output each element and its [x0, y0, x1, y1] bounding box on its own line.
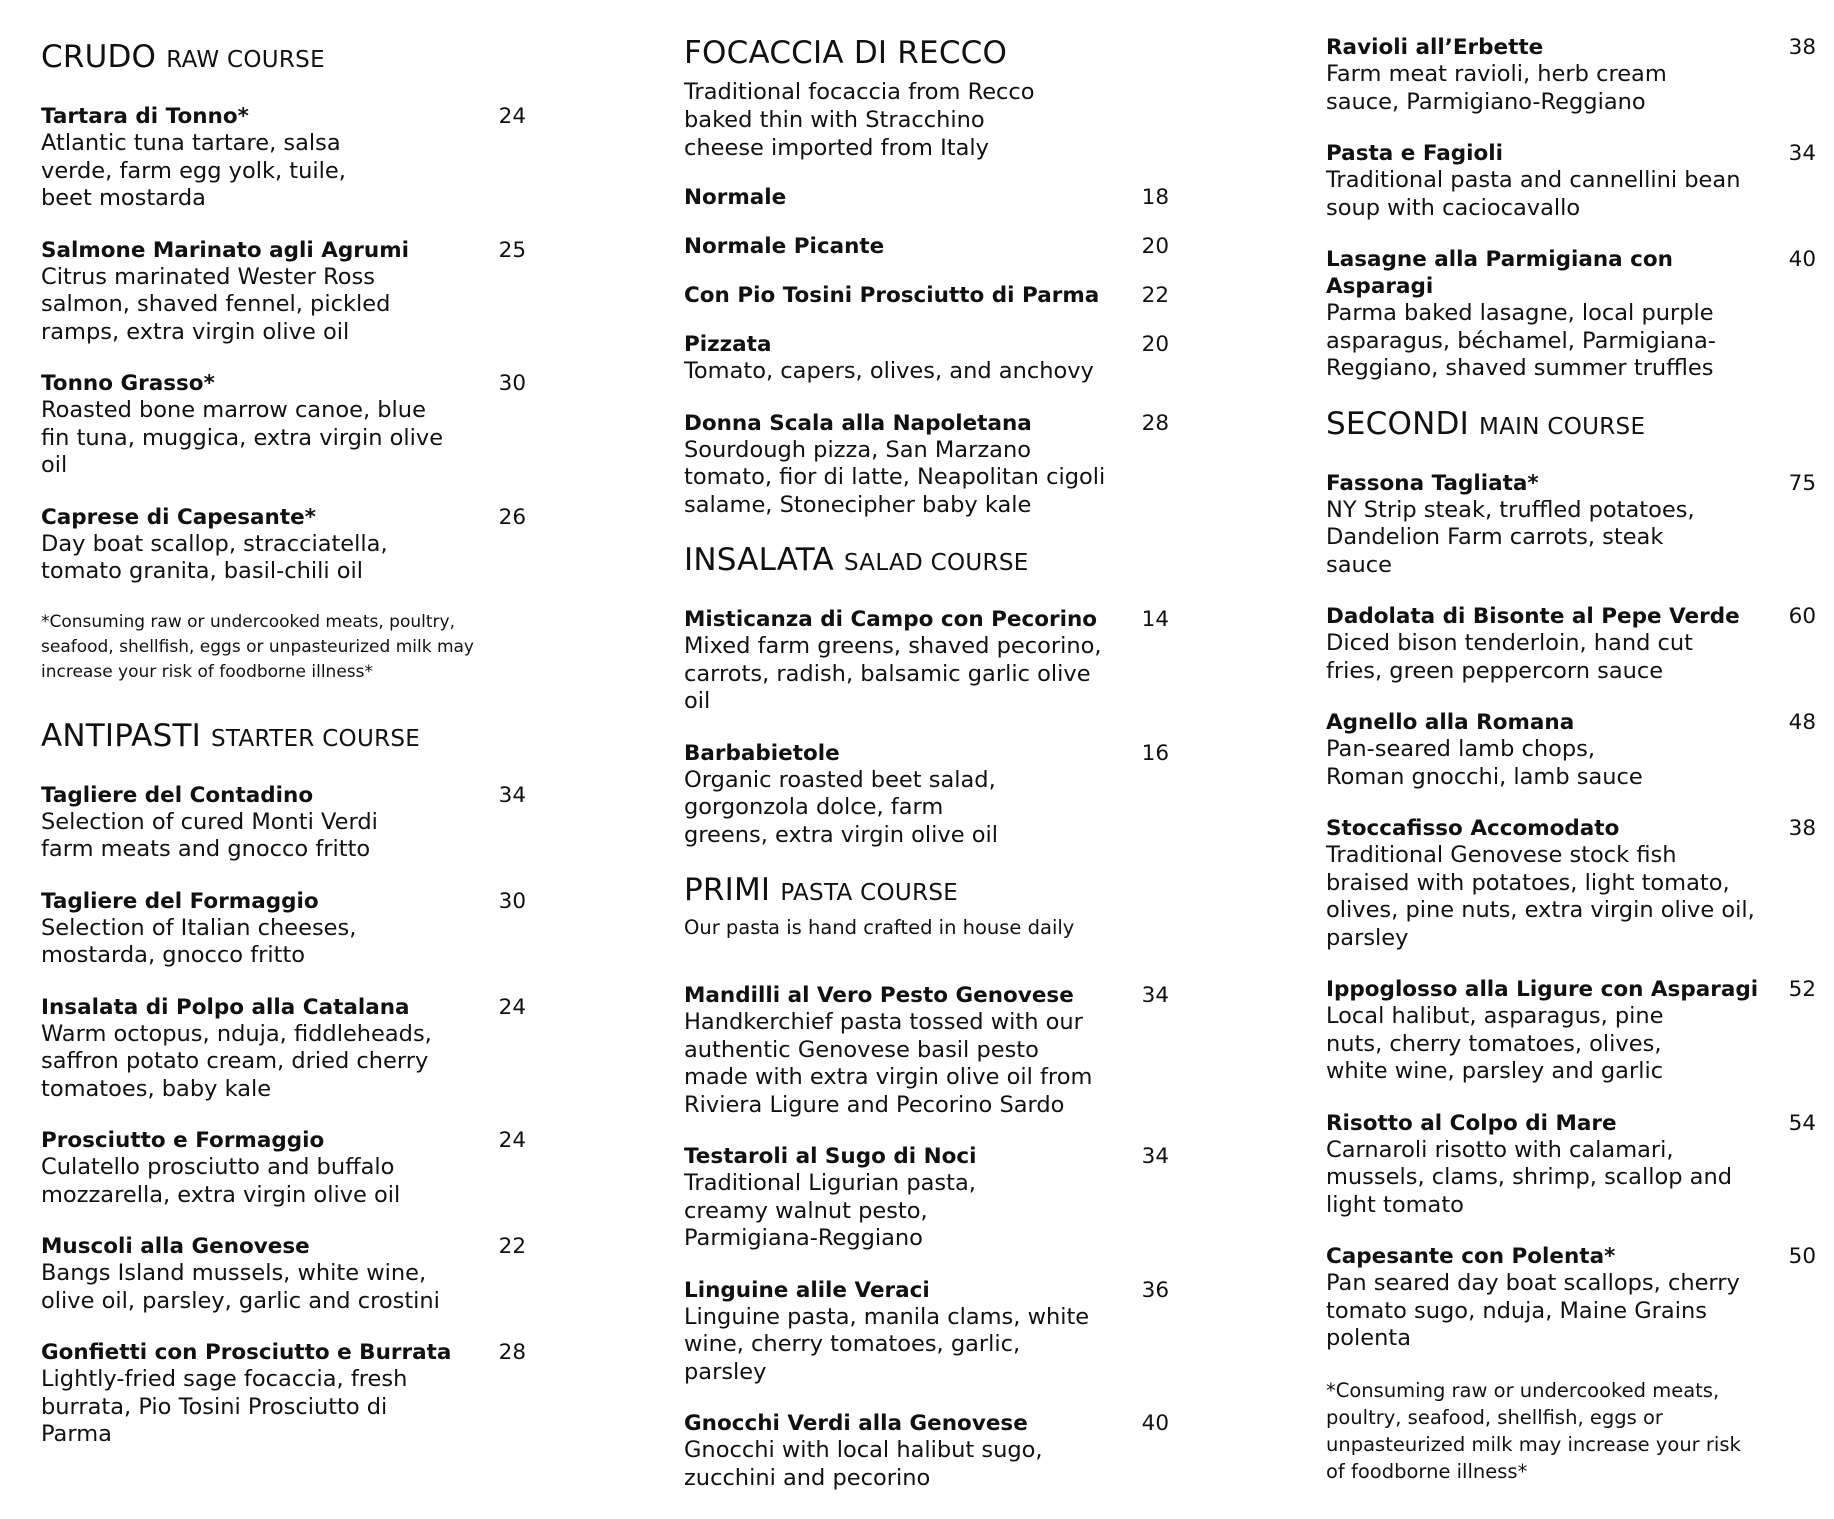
item-price: 34 — [1788, 141, 1816, 166]
allergen-note: *Consuming raw or undercooked meats, poultry, seafood, shellfish, eggs or unpasteurized milk may increase your risk of foodborne illness* — [41, 611, 474, 682]
menu-column-3 — [1326, 34, 1816, 1519]
menu-item — [1326, 140, 1816, 222]
menu-item — [41, 782, 526, 864]
item-name: Tagliere del Formaggio — [41, 888, 319, 914]
item-description: Traditional Genovese stock fish braised with potatoes, light tomato, olives, pine nuts, extra virgin olive oil, parsley — [1326, 842, 1755, 951]
item-name: Misticanza di Campo con Pecorino — [684, 607, 1098, 632]
item-name: Caprese di Capesante* — [41, 504, 316, 530]
item-price: 16 — [1141, 740, 1169, 766]
item-price: 48 — [1788, 710, 1816, 735]
item-price: 25 — [498, 237, 526, 263]
menu-item — [1326, 246, 1816, 383]
item-price: 14 — [1141, 607, 1169, 632]
item-name: Fassona Tagliata* — [1326, 470, 1539, 496]
menu-item — [684, 1277, 1169, 1387]
menu-item — [41, 1339, 526, 1449]
item-price: 24 — [498, 994, 526, 1020]
item-description: Selection of cured Monti Verdi farm meats and gnocco fritto — [41, 808, 378, 862]
item-price: 22 — [498, 1234, 526, 1259]
item-name: Gonfietti con Prosciutto e Burrata — [41, 1340, 452, 1365]
section-subtitle: SALAD COURSE — [843, 550, 1029, 576]
item-price: 30 — [498, 371, 526, 396]
item-price: 34 — [1141, 1144, 1169, 1169]
item-name: Pasta e Fagioli — [1326, 141, 1504, 166]
item-description: Mixed farm greens, shaved pecorino, carrots, radish, balsamic garlic olive oil — [684, 633, 1102, 714]
item-name: Barbabietole — [684, 740, 840, 766]
item-name: Con Pio Tosini Prosciutto di Parma — [684, 283, 1100, 308]
menu-item — [41, 504, 526, 586]
item-description: Carnaroli risotto with calamari, mussels, clams, shrimp, scallop and light tomato — [1326, 1136, 1732, 1218]
item-name: Dadolata di Bisonte al Pepe Verde — [1326, 604, 1740, 629]
item-name: Mandilli al Vero Pesto Genovese — [684, 983, 1074, 1008]
menu-item — [684, 410, 1169, 520]
menu-item — [1326, 34, 1816, 116]
section-title-crudo — [41, 40, 526, 77]
item-description: Atlantic tuna tartare, salsa verde, farm egg yolk, tuile, beet mostarda — [41, 130, 346, 211]
item-description: Organic roasted beet salad, gorgonzola dolce, farm greens, extra virgin olive oil — [684, 766, 999, 848]
item-price: 34 — [498, 782, 526, 808]
section-title-primi — [684, 873, 1169, 910]
item-price: 26 — [498, 504, 526, 530]
menu-item — [41, 1233, 526, 1315]
item-name: Tonno Grasso* — [41, 371, 215, 396]
item-name: Muscoli alla Genovese — [41, 1234, 310, 1259]
item-description: Day boat scallop, stracciatella, tomato granita, basil-chili oil — [41, 530, 388, 584]
item-description: Tomato, capers, olives, and anchovy — [684, 358, 1094, 384]
section-title-focaccia — [684, 36, 1169, 70]
menu-item — [41, 237, 526, 347]
item-price: 20 — [1141, 234, 1169, 259]
section-title-insalata — [684, 543, 1169, 580]
item-name: Insalata di Polpo alla Catalana — [41, 994, 410, 1020]
menu-item — [1326, 470, 1816, 580]
menu-item — [1326, 1110, 1816, 1220]
item-name: Pizzata — [684, 332, 772, 357]
item-description: Bangs Island mussels, white wine, olive oil, parsley, garlic and crostini — [41, 1260, 440, 1314]
item-name: Tagliere del Contadino — [41, 782, 314, 808]
menu-item — [684, 606, 1169, 716]
item-description: Traditional pasta and cannellini bean soup with caciocavallo — [1326, 167, 1741, 221]
item-price: 20 — [1141, 332, 1169, 357]
section-title-main: ANTIPASTI — [41, 717, 201, 754]
section-title-main: FOCACCIA DI RECCO — [684, 35, 1008, 71]
item-price: 40 — [1788, 247, 1816, 272]
item-name: Tartara di Tonno* — [41, 104, 249, 129]
item-name: Risotto al Colpo di Mare — [1326, 1110, 1617, 1136]
item-name: Gnocchi Verdi alla Genovese — [684, 1411, 1028, 1436]
item-description: NY Strip steak, truffled potatoes, Dandelion Farm carrots, steak sauce — [1326, 496, 1695, 578]
item-description: Farm meat ravioli, herb cream sauce, Parmigiano-Reggiano — [1326, 61, 1667, 115]
menu-item — [684, 740, 1169, 850]
item-price: 75 — [1788, 470, 1816, 496]
item-name: Salmone Marinato agli Agrumi — [41, 237, 409, 263]
item-name: Agnello alla Romana — [1326, 710, 1575, 735]
item-description: Gnocchi with local halibut sugo, zucchini and pecorino — [684, 1437, 1043, 1491]
item-description: Diced bison tenderloin, hand cut fries, green peppercorn sauce — [1326, 630, 1693, 684]
section-title-main: CRUDO — [41, 39, 157, 75]
menu-item — [1326, 1243, 1816, 1353]
item-description: Traditional Ligurian pasta, creamy walnut pesto, Parmigiana-Reggiano — [684, 1170, 976, 1251]
menu-item — [41, 888, 526, 970]
section-subtitle: MAIN COURSE — [1478, 413, 1646, 440]
item-name: Ravioli all’Erbette — [1326, 35, 1544, 60]
item-name: Stoccafisso Accomodato — [1326, 816, 1620, 841]
menu-item — [41, 370, 526, 480]
menu-item — [684, 982, 1169, 1119]
item-name: Capesante con Polenta* — [1326, 1244, 1616, 1269]
section-title-antipasti — [41, 719, 526, 756]
menu-item — [1326, 709, 1816, 791]
allergen-note: *Consuming raw or undercooked meats, poultry, seafood, shellfish, eggs or unpasteurized milk may increase your risk of foodborne illness* — [1326, 1378, 1741, 1483]
section-subtitle: STARTER COURSE — [211, 725, 421, 752]
item-description: Local halibut, asparagus, pine nuts, cherry tomatoes, olives, white wine, parsley and garlic — [1326, 1003, 1664, 1084]
item-price: 28 — [498, 1340, 526, 1365]
menu-item — [684, 282, 1169, 309]
item-name: Donna Scala alla Napoletana — [684, 410, 1032, 436]
menu-column-2 — [684, 36, 1169, 1516]
item-price: 38 — [1788, 816, 1816, 841]
section-title-main: SECONDI — [1326, 405, 1469, 442]
item-name: Linguine alile Veraci — [684, 1277, 930, 1303]
item-price: 24 — [498, 104, 526, 129]
item-name: Lasagne alla Parmigiana con Asparagi — [1326, 247, 1673, 299]
item-price: 52 — [1788, 977, 1816, 1002]
item-description: Linguine pasta, manila clams, white wine, cherry tomatoes, garlic, parsley — [684, 1303, 1090, 1385]
menu-item — [41, 103, 526, 213]
section-title-secondi — [1326, 407, 1816, 444]
item-description: Selection of Italian cheeses, mostarda, gnocco fritto — [41, 914, 357, 968]
item-description: Pan seared day boat scallops, cherry tomato sugo, nduja, Maine Grains polenta — [1326, 1270, 1740, 1351]
item-description: Warm octopus, nduja, fiddleheads, saffron potato cream, dried cherry tomatoes, baby kale — [41, 1020, 432, 1102]
item-price: 28 — [1141, 410, 1169, 436]
menu-item — [684, 233, 1169, 260]
item-name: Ippoglosso alla Ligure con Asparagi — [1326, 977, 1759, 1002]
item-description: Culatello prosciutto and buffalo mozzarella, extra virgin olive oil — [41, 1154, 401, 1208]
section-subtitle: RAW COURSE — [166, 47, 325, 73]
menu-item — [41, 994, 526, 1104]
section-description: Traditional focaccia from Recco baked thin with Stracchino cheese imported from Italy — [684, 79, 1035, 161]
menu-item — [1326, 815, 1816, 952]
item-description: Sourdough pizza, San Marzano tomato, fior di latte, Neapolitan cigoli salame, Stonecipher baby kale — [684, 436, 1106, 518]
section-title-main: INSALATA — [684, 542, 834, 578]
item-name: Prosciutto e Formaggio — [41, 1128, 325, 1153]
item-name: Normale — [684, 185, 787, 210]
item-price: 22 — [1141, 283, 1169, 308]
item-price: 24 — [498, 1128, 526, 1153]
menu-item — [41, 1127, 526, 1209]
item-description: Roasted bone marrow canoe, blue fin tuna, muggica, extra virgin olive oil — [41, 397, 444, 478]
item-price: 60 — [1788, 604, 1816, 629]
section-subtitle: PASTA COURSE — [780, 880, 959, 906]
item-name: Testaroli al Sugo di Noci — [684, 1144, 977, 1169]
menu-item — [1326, 603, 1816, 685]
section-title-main: PRIMI — [684, 872, 771, 908]
menu-item — [684, 184, 1169, 211]
item-price: 40 — [1141, 1411, 1169, 1436]
item-description: Parma baked lasagne, local purple asparagus, béchamel, Parmigiana-Reggiano, shaved summer truffles — [1326, 300, 1716, 381]
section-description: Our pasta is hand crafted in house daily — [684, 916, 1075, 939]
item-price: 50 — [1788, 1244, 1816, 1269]
menu-item — [684, 1410, 1169, 1492]
menu-column-1 — [41, 40, 526, 1473]
item-price: 54 — [1788, 1110, 1816, 1136]
item-price: 30 — [498, 888, 526, 914]
item-price: 18 — [1141, 185, 1169, 210]
menu-item — [684, 331, 1169, 386]
item-description: Lightly-fried sage focaccia, fresh burrata, Pio Tosini Prosciutto di Parma — [41, 1366, 408, 1447]
item-description: Pan-seared lamb chops, Roman gnocchi, lamb sauce — [1326, 736, 1643, 790]
menu-item — [1326, 976, 1816, 1086]
item-description: Handkerchief pasta tossed with our authentic Genovese basil pesto made with extra virgin olive oil from Riviera Ligure and Pecorino Sardo — [684, 1009, 1093, 1118]
menu-item — [684, 1143, 1169, 1253]
item-price: 34 — [1141, 983, 1169, 1008]
item-price: 38 — [1788, 35, 1816, 60]
item-price: 36 — [1141, 1277, 1169, 1303]
item-description: Citrus marinated Wester Ross salmon, shaved fennel, pickled ramps, extra virgin olive oil — [41, 263, 391, 345]
item-name: Normale Picante — [684, 234, 885, 259]
